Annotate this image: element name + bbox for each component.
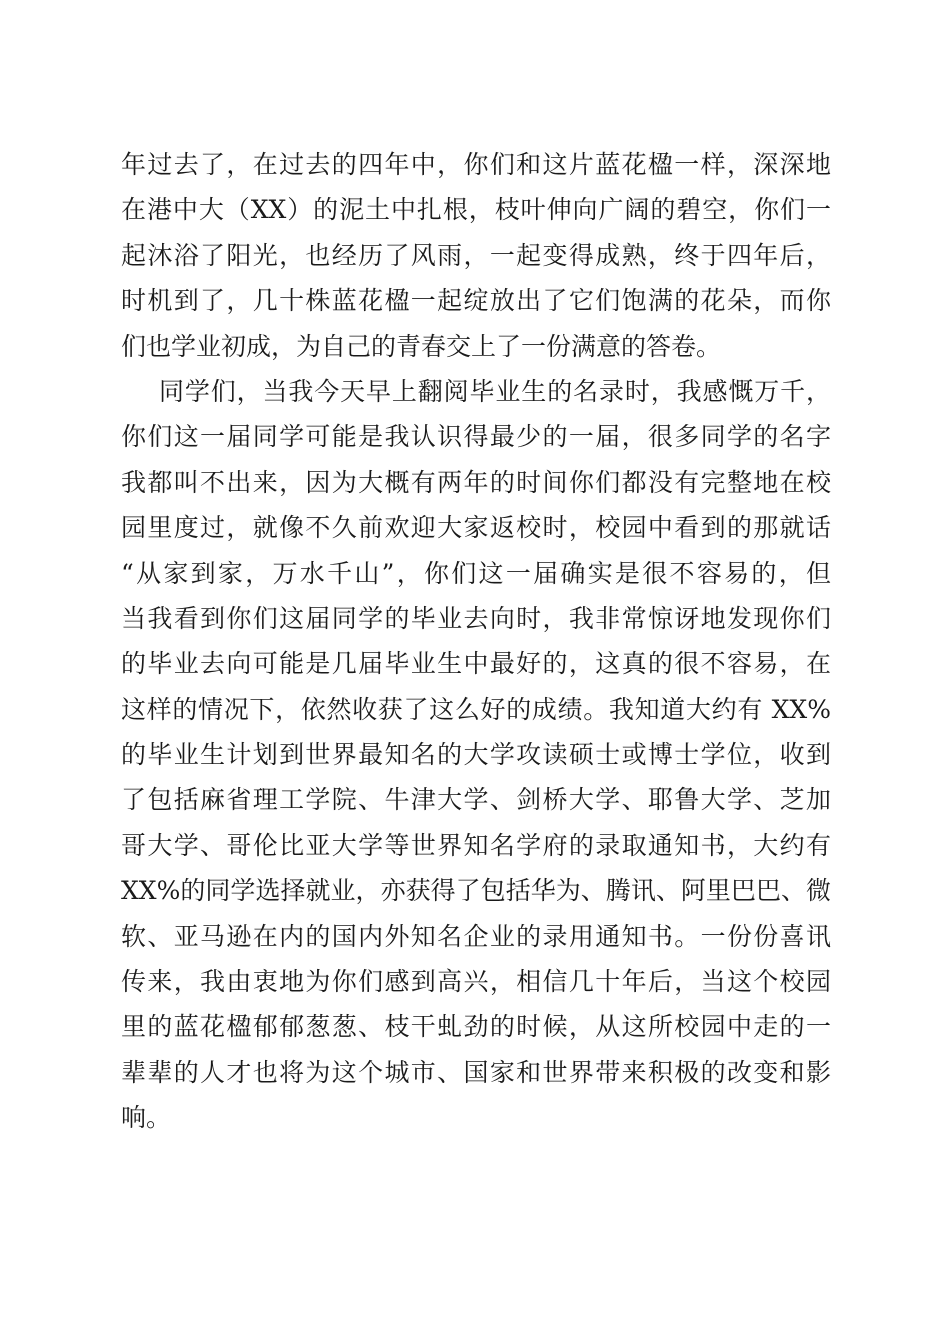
text-line: 起沐浴了阳光，也经历了风雨，一起变得成熟，终于四年后， [121, 240, 831, 270]
text-line: 们也学业初成，为自己的青春交上了一份满意的答卷。 [121, 331, 722, 361]
text-line: 同学们，当我今天早上翻阅毕业生的名录时，我感慨万千， [159, 376, 831, 406]
text-line: 当我看到你们这届同学的毕业去向时，我非常惊讶地发现你们 [121, 603, 831, 633]
text-line: 辈辈的人才也将为这个城市、国家和世界带来积极的改变和影 [121, 1057, 831, 1087]
text-line: 了包括麻省理工学院、牛津大学、剑桥大学、耶鲁大学、芝加 [121, 785, 831, 815]
text-line: 这样的情况下，依然收获了这么好的成绩。我知道大约有 XX% [121, 694, 831, 724]
text-line: 时机到了，几十株蓝花楹一起绽放出了它们饱满的花朵，而你 [121, 286, 831, 316]
text-line: 哥大学、哥伦比亚大学等世界知名学府的录取通知书，大约有 [121, 830, 831, 860]
text-line: XX%的同学选择就业，亦获得了包括华为、腾讯、阿里巴巴、微 [121, 876, 831, 906]
text-line: 年过去了，在过去的四年中，你们和这片蓝花楹一样，深深地 [121, 150, 831, 179]
text-line: 的毕业生计划到世界最知名的大学攻读硕士或博士学位，收到 [121, 740, 831, 770]
text-line: 响。 [121, 1103, 172, 1133]
text-line: 在港中大（XX）的泥土中扎根，枝叶伸向广阔的碧空，你们一 [121, 195, 831, 225]
text-line: 里的蓝花楹郁郁葱葱、枝干虬劲的时候，从这所校园中走的一 [121, 1012, 831, 1042]
text-line: 我都叫不出来，因为大概有两年的时间你们都没有完整地在校 [121, 467, 831, 497]
text-line: 的毕业去向可能是几届毕业生中最好的，这真的很不容易，在 [121, 649, 831, 679]
text-line: 传来，我由衷地为你们感到高兴，相信几十年后，当这个校园 [121, 967, 831, 997]
text-line: 软、亚马逊在内的国内外知名企业的录用通知书。一份份喜讯 [121, 921, 831, 951]
body-text [121, 142, 831, 1141]
text-line: 你们这一届同学可能是我认识得最少的一届，很多同学的名字 [121, 422, 831, 452]
text-line: “从家到家，万水千山”，你们这一届确实是很不容易的，但 [121, 558, 831, 588]
text-line: 园里度过，就像不久前欢迎大家返校时，校园中看到的那就话 [121, 513, 831, 543]
